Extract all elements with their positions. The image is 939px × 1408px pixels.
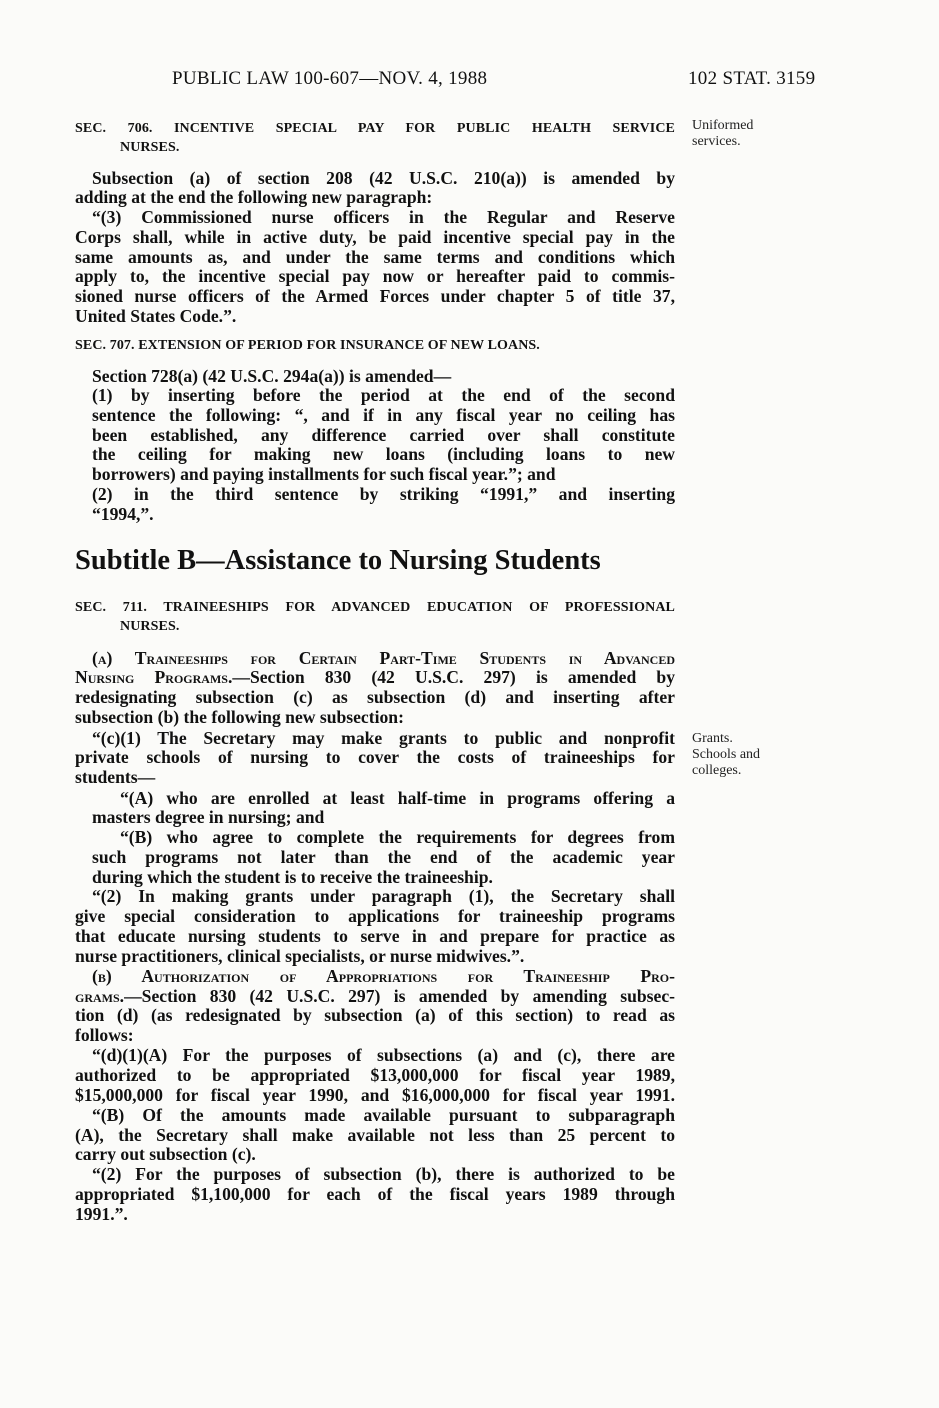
line-text: Corps shall, while in active duty, be paid incentive special pay in the — [75, 227, 675, 247]
text-line — [92, 847, 675, 867]
text-line — [75, 986, 675, 1006]
small-caps-heading: grams. — [75, 986, 125, 1006]
line-text: Section 728(a) (42 U.S.C. 294a(a)) is amended— — [92, 366, 452, 386]
text-line — [120, 827, 675, 847]
small-caps-heading: (b) Authorization of Appropriations for Traineeship Pro- — [92, 966, 675, 986]
line-text: “(B) who agree to complete the requirements for degrees from — [120, 827, 675, 847]
text-line — [75, 187, 675, 207]
text-line — [75, 1085, 675, 1105]
line-text: SEC. 706. INCENTIVE SPECIAL PAY FOR PUBLIC HEALTH SERVICE — [75, 121, 675, 136]
text-line — [75, 747, 675, 767]
line-text: redesignating subsection (c) as subsection (d) and inserting after — [75, 687, 675, 707]
line-text: private schools of nursing to cover the costs of traineeships for — [75, 747, 675, 767]
line-text: “(2) For the purposes of subsection (b), there is authorized to be — [92, 1164, 675, 1184]
section-heading-line — [75, 336, 675, 356]
text-line — [75, 306, 675, 326]
line-text: NURSES. — [120, 619, 180, 634]
line-text: (2) in the third sentence by striking “1991,” and inserting — [92, 484, 675, 504]
text-line — [75, 286, 675, 306]
line-text: SEC. 711. TRAINEESHIPS FOR ADVANCED EDUCATION OF PROFESSIONAL — [75, 600, 675, 615]
line-text: NURSES. — [120, 140, 180, 155]
text-line — [92, 648, 675, 668]
text-line — [75, 1144, 675, 1164]
text-line — [92, 484, 675, 504]
section-heading-line — [120, 138, 675, 158]
section-heading-line — [75, 598, 675, 618]
line-text: SEC. 707. EXTENSION OF PERIOD FOR INSURANCE OF NEW LOANS. — [75, 338, 540, 353]
text-line — [92, 168, 675, 188]
line-text: subsection (b) the following new subsection: — [75, 707, 404, 727]
margin-note-line: Schools and — [692, 747, 761, 762]
text-line — [75, 1204, 675, 1224]
text-line — [75, 687, 675, 707]
line-text: “(c)(1) The Secretary may make grants to public and nonprofit — [92, 728, 675, 748]
line-text: —Section 830 (42 U.S.C. 297) is amended by amending subsec- — [124, 986, 675, 1006]
line-text: students— — [75, 767, 156, 787]
line-text: masters degree in nursing; and — [92, 807, 325, 827]
text-line — [92, 207, 675, 227]
margin-note-grants — [692, 731, 760, 779]
text-line — [92, 1164, 675, 1184]
line-text: 1991.”. — [75, 1204, 128, 1224]
text-line — [92, 1045, 675, 1065]
text-line — [75, 1184, 675, 1204]
text-line — [75, 1065, 675, 1085]
margin-note-line: Grants. — [692, 731, 733, 746]
line-text: “(3) Commissioned nurse officers in the Regular and Reserve — [92, 207, 675, 227]
line-text: during which the student is to receive the traineeship. — [92, 867, 493, 887]
text-line — [75, 906, 675, 926]
text-line — [75, 1025, 675, 1045]
line-text: been established, any difference carried over shall constitute — [92, 425, 675, 445]
line-text: follows: — [75, 1025, 134, 1045]
text-line — [92, 966, 675, 986]
line-text: “(d)(1)(A) For the purposes of subsections (a) and (c), there are — [92, 1045, 675, 1065]
margin-note-line: services. — [692, 134, 741, 149]
text-line — [75, 946, 675, 966]
text-line — [75, 926, 675, 946]
line-text: give special consideration to applications for traineeship programs — [75, 906, 675, 926]
text-line — [75, 767, 675, 787]
margin-note-line: colleges. — [692, 763, 742, 778]
line-text: $15,000,000 for fiscal year 1990, and $16,000,000 for fiscal year 1991. — [75, 1085, 675, 1105]
margin-note-uniformed-services — [692, 118, 753, 150]
text-line — [75, 266, 675, 286]
line-text: “1994,”. — [92, 504, 154, 524]
line-text: carry out subsection (c). — [75, 1144, 256, 1164]
text-line — [92, 405, 675, 425]
text-line — [75, 1125, 675, 1145]
text-line — [92, 728, 675, 748]
line-text: sioned nurse officers of the Armed Forces under chapter 5 of title 37, — [75, 286, 675, 306]
subtitle-heading — [75, 544, 675, 578]
text-line — [75, 1005, 675, 1025]
line-text: Subtitle B—Assistance to Nursing Students — [75, 545, 601, 576]
line-text: “(2) In making grants under paragraph (1), the Secretary shall — [92, 886, 675, 906]
text-line — [75, 247, 675, 267]
text-line — [92, 807, 675, 827]
text-line — [75, 667, 675, 687]
section-heading-line — [75, 119, 675, 139]
line-text: adding at the end the following new paragraph: — [75, 187, 433, 207]
text-line — [92, 504, 675, 524]
text-line — [92, 1105, 675, 1125]
margin-note-line: Uniformed — [692, 118, 754, 133]
line-text: (1) by inserting before the period at the end of the second — [92, 385, 675, 405]
text-line — [92, 385, 675, 405]
line-text: the ceiling for making new loans (including loans to new — [92, 444, 675, 464]
line-text: nurse practitioners, clinical specialists, or nurse midwives.”. — [75, 946, 525, 966]
text-line — [75, 707, 675, 727]
line-text: such programs not later than the end of the academic year — [92, 847, 675, 867]
line-text: “(A) who are enrolled at least half-time in programs offering a — [120, 788, 675, 808]
line-text: authorized to be appropriated $13,000,000 for fiscal year 1989, — [75, 1065, 675, 1085]
section-heading-line — [120, 617, 675, 637]
line-text: that educate nursing students to serve in and prepare for practice as — [75, 926, 675, 946]
text-line — [92, 886, 675, 906]
line-text: borrowers) and paying installments for such fiscal year.”; and — [92, 464, 556, 484]
line-text: appropriated $1,100,000 for each of the fiscal years 1989 through — [75, 1184, 675, 1204]
text-line — [92, 867, 675, 887]
text-line — [75, 227, 675, 247]
line-text: (A), the Secretary shall make available not less than 25 percent to — [75, 1125, 675, 1145]
line-text: sentence the following: “, and if in any fiscal year no ceiling has — [92, 405, 675, 425]
small-caps-heading: (a) Traineeships for Certain Part-Time Students in Advanced — [92, 648, 675, 668]
line-text: Subsection (a) of section 208 (42 U.S.C. 210(a)) is amended by — [92, 168, 675, 188]
text-line — [92, 464, 675, 484]
text-line — [92, 425, 675, 445]
text-line — [120, 788, 675, 808]
small-caps-heading: Nursing Programs. — [75, 667, 233, 687]
line-text: “(B) Of the amounts made available pursuant to subparagraph — [92, 1105, 675, 1125]
line-text: —Section 830 (42 U.S.C. 297) is amended by — [232, 667, 676, 687]
line-text: apply to, the incentive special pay now or hereafter paid to commis- — [75, 266, 675, 286]
running-header-title: PUBLIC LAW 100-607—NOV. 4, 1988 — [172, 68, 488, 89]
page-number: 102 STAT. 3159 — [688, 68, 816, 89]
text-line — [92, 366, 675, 386]
text-line — [92, 444, 675, 464]
line-text: same amounts as, and under the same terms and conditions which — [75, 247, 675, 267]
line-text: tion (d) (as redesignated by subsection (a) of this section) to read as — [75, 1005, 675, 1025]
line-text: United States Code.”. — [75, 306, 237, 326]
